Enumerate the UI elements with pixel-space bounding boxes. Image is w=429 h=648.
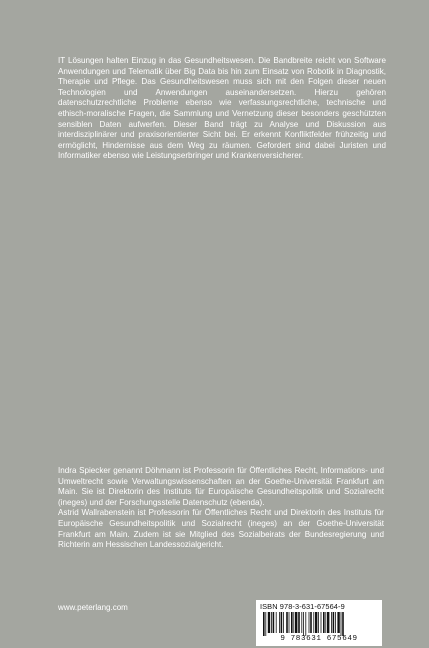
barcode-digits: 9 783631 675649 <box>280 635 358 643</box>
author-bio-wallrabenstein: Astrid Wallrabenstein ist Professorin für Öffentliches Recht und Direktorin des Instituts für Europäische Gesundheitspolitik und Sozialrecht (ineges) an der Goethe-Universität Frankfurt am Main. Zudem ist sie Mitglied des Sozialbeirats der Bundesregierung und Richterin am Hessischen Landessozialgericht. <box>58 508 384 550</box>
isbn-barcode-panel <box>256 600 382 646</box>
author-bio-spiecker: Indra Spiecker genannt Döhmann ist Professorin für Öffentliches Recht, Informations- und Umweltrecht sowie Verwaltungswissenschaften an der Goethe-Universität Frankfurt am Main. Sie ist Direktorin des Instituts für Europäische Gesundheitspolitik und Sozialrecht (ineges) und der Forschungsstelle Datenschutz (ebenda). <box>58 466 384 507</box>
isbn-label: ISBN 978-3-631-67564-9 <box>260 602 345 611</box>
barcode-icon <box>262 612 376 636</box>
publisher-website[interactable]: www.peterlang.com <box>58 603 128 612</box>
author-biographies <box>58 466 384 551</box>
book-description: IT Lösungen halten Einzug in das Gesundheitswesen. Die Bandbreite reicht von Software Anwendungen und Telematik über Big Data bis hin zum Einsatz von Robotik in Diagnostik, Therapie und Pflege. Das Gesundheitswesen muss sich mit den Folgen dieser neuen Technologien und Anwendungen auseinandersetzen. Hierzu gehören datenschutzrechtliche Probleme ebenso wie verfassungsrechtliche, technische und ethisch-moralische Fragen, die Sammlung und Vernetzung dieser besonders geschützten sensiblen Daten aufwerfen. Dieser Band trägt zu Analyse und Diskussion aus interdisziplinärer und praxisorientierter Sicht bei. Er erkennt Konfliktfelder frühzeitig und ermöglicht, Hindernisse aus dem Weg zu räumen. Gefordert sind dabei Juristen und Informatiker ebenso wie Leistungserbringer und Krankenversicherer. <box>58 56 386 161</box>
